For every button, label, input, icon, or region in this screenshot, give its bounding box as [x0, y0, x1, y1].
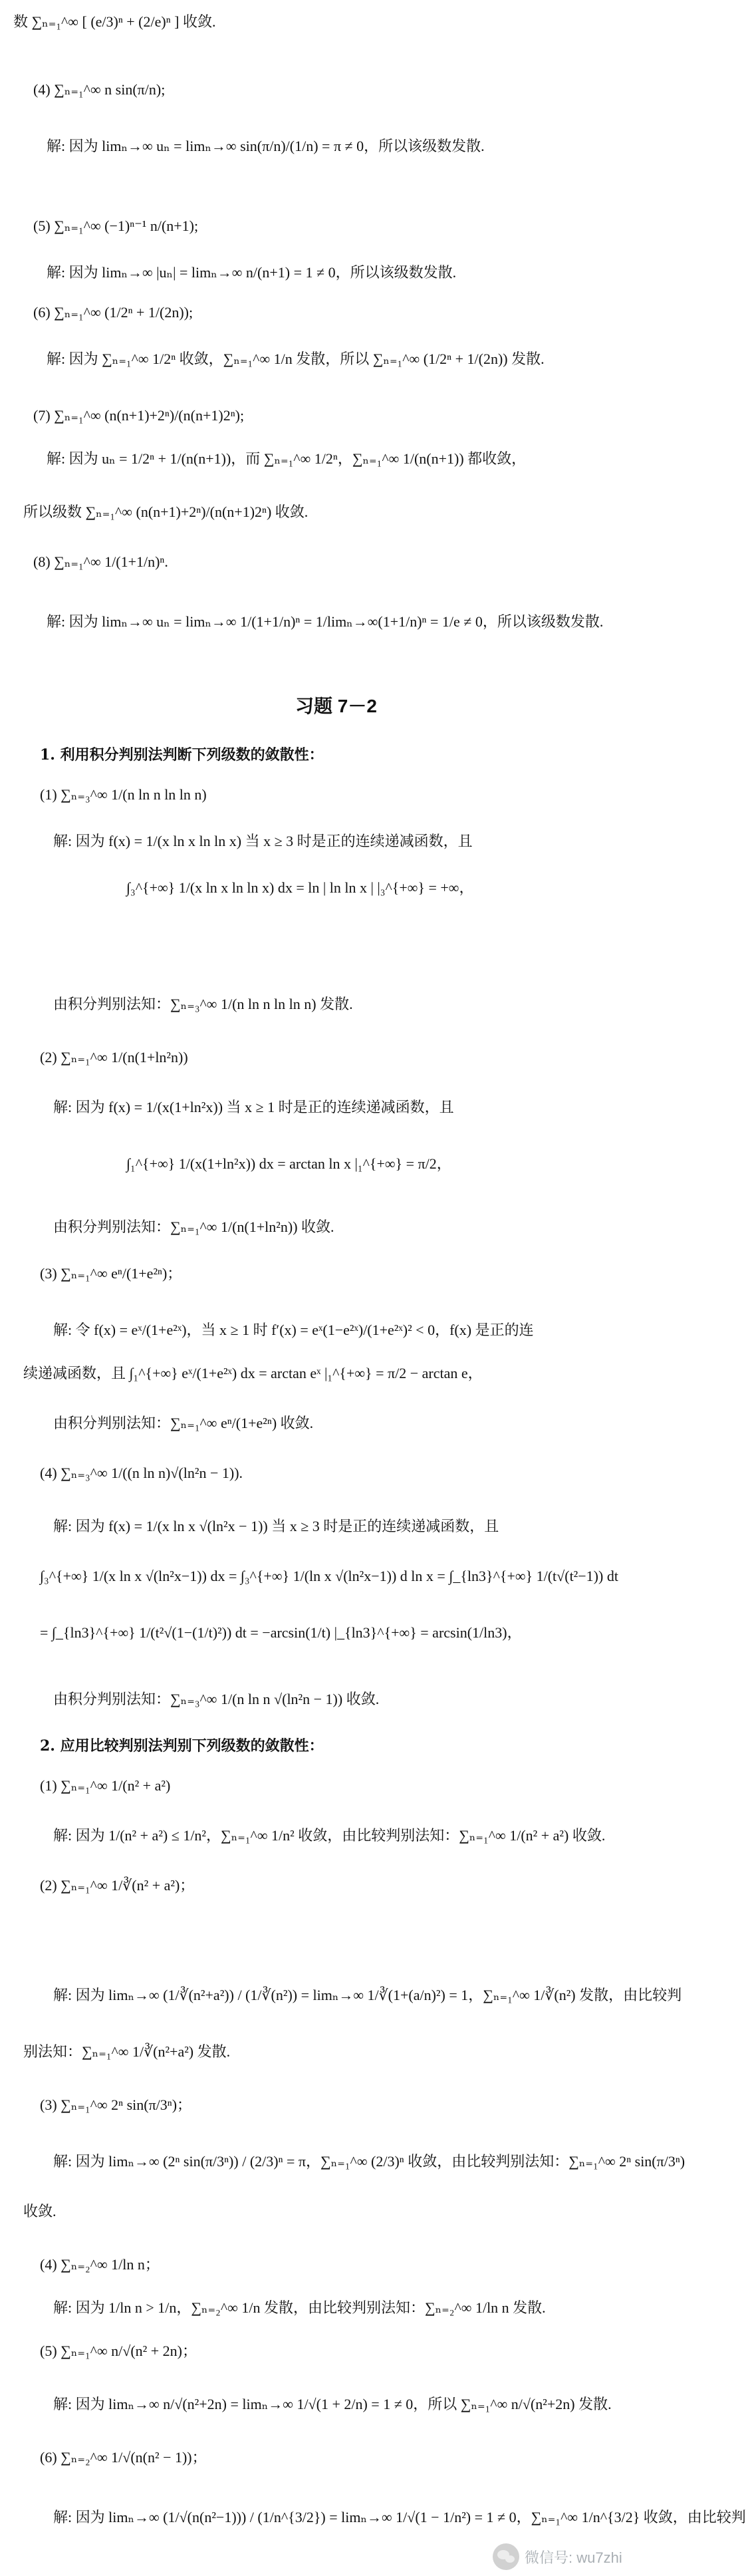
problem-label: (5) ∑ₙ₌₁^∞ n/√(n² + 2n)； — [40, 2343, 197, 2359]
solution-line: = ∫_{ln3}^{+∞} 1/(t²√(1−(1/t)²)) dt = −arcsin(1/t) |_{ln3}^{+∞} = arcsin(1/ln3)， — [40, 1624, 522, 1641]
solution-line: 所以级数 ∑ₙ₌₁^∞ (n(n+1)+2ⁿ)/(n(n+1)2ⁿ) 收敛. — [23, 503, 309, 520]
problem-label: (3) ∑ₙ₌₁^∞ 2ⁿ sin(π/3ⁿ)； — [40, 2096, 192, 2113]
watermark-text: 微信号: wu7zhi — [525, 2549, 622, 2566]
wechat-icon — [493, 2543, 519, 2570]
solution-line: 解: 令 f(x) = eˣ/(1+e²ˣ)，当 x ≥ 1 时 f′(x) = eˣ(1−e²ˣ)/(1+e²ˣ)² < 0，f(x) 是正的连 — [53, 1322, 534, 1338]
solution-line: 续递减函数，且 ∫₁^{+∞} eˣ/(1+e²ˣ) dx = arctan eˣ |₁^{+∞} = π/2 − arctan e， — [23, 1365, 483, 1381]
solution-line: ∫₃^{+∞} 1/(x ln x ln ln x) dx = ln | ln ln x | |₃^{+∞} = +∞， — [126, 879, 474, 896]
solution-line: 解: 因为 1/(n² + a²) ≤ 1/n²，∑ₙ₌₁^∞ 1/n² 收敛，由比较判别法知：∑ₙ₌₁^∞ 1/(n² + a²) 收敛. — [53, 1827, 606, 1844]
wechat-watermark — [493, 2541, 666, 2572]
problem-label: (4) ∑ₙ₌₁^∞ n sin(π/n); — [33, 81, 166, 98]
solution-line: 收敛. — [23, 2203, 57, 2219]
solution-line: 解: 因为 limₙ→∞ uₙ = limₙ→∞ 1/(1+1/n)ⁿ = 1/limₙ→∞(1+1/n)ⁿ = 1/e ≠ 0，所以该级数发散. — [47, 613, 604, 630]
solution-line: 解: 因为 1/ln n > 1/n，∑ₙ₌₂^∞ 1/n 发散，由比较判别法知：∑ₙ₌₂^∞ 1/ln n 发散. — [53, 2299, 546, 2316]
solution-line: 解: 因为 uₙ = 1/2ⁿ + 1/(n(n+1))，而 ∑ₙ₌₁^∞ 1/2ⁿ，∑ₙ₌₁^∞ 1/(n(n+1)) 都收敛， — [47, 450, 527, 467]
solution-line: 由积分判别法知：∑ₙ₌₃^∞ 1/(n ln n √(ln²n − 1)) 收敛. — [53, 1691, 380, 1707]
solution-line: 解: 因为 limₙ→∞ |uₙ| = limₙ→∞ n/(n+1) = 1 ≠ 0，所以该级数发散. — [47, 264, 457, 281]
solution-line: 解: 因为 limₙ→∞ uₙ = limₙ→∞ sin(π/n)/(1/n) = π ≠ 0，所以该级数发散. — [47, 138, 485, 154]
question-heading: 2. 应用比较判别法判别下列级数的敛散性： — [40, 1737, 324, 1755]
solution-line: 解: 因为 limₙ→∞ (2ⁿ sin(π/3ⁿ)) / (2/3)ⁿ = π，∑ₙ₌₁^∞ (2/3)ⁿ 收敛，由比较判别法知：∑ₙ₌₁^∞ 2ⁿ sin(π/3ⁿ) — [53, 2153, 685, 2170]
problem-label: (4) ∑ₙ₌₂^∞ 1/ln n； — [40, 2256, 160, 2273]
question-heading: 1. 利用积分判别法判断下列级数的敛散性： — [40, 746, 324, 764]
problem-label: (7) ∑ₙ₌₁^∞ (n(n+1)+2ⁿ)/(n(n+1)2ⁿ); — [33, 407, 245, 424]
solution-line: 由积分判别法知：∑ₙ₌₃^∞ 1/(n ln n ln ln n) 发散. — [53, 996, 353, 1012]
problem-label: (4) ∑ₙ₌₃^∞ 1/((n ln n)√(ln²n − 1)). — [40, 1465, 243, 1481]
problem-label: (2) ∑ₙ₌₁^∞ 1/∛(n² + a²)； — [40, 1877, 195, 1894]
problem-label: (3) ∑ₙ₌₁^∞ eⁿ/(1+e²ⁿ)； — [40, 1265, 182, 1282]
problem-label: (1) ∑ₙ₌₃^∞ 1/(n ln n ln ln n) — [40, 786, 207, 803]
solution-line: 解: 因为 ∑ₙ₌₁^∞ 1/2ⁿ 收敛，∑ₙ₌₁^∞ 1/n 发散，所以 ∑ₙ₌₁^∞ (1/2ⁿ + 1/(2n)) 发散. — [47, 351, 545, 367]
solution-line: 别法知：∑ₙ₌₁^∞ 1/∛(n²+a²) 发散. — [23, 2043, 231, 2060]
solution-line: ∫₃^{+∞} 1/(x ln x √(ln²x−1)) dx = ∫₃^{+∞} 1/(ln x √(ln²x−1)) d ln x = ∫_{ln3}^{+∞} 1/(t√(t²−1)) dt — [40, 1568, 618, 1584]
problem-label: (8) ∑ₙ₌₁^∞ 1/(1+1/n)ⁿ. — [33, 553, 168, 570]
solution-line: 由积分判别法知：∑ₙ₌₁^∞ eⁿ/(1+e²ⁿ) 收敛. — [53, 1415, 314, 1431]
solution-line: 解: 因为 f(x) = 1/(x ln x ln ln x) 当 x ≥ 3 时是正的连续递减函数，且 — [53, 833, 473, 849]
solution-line: 解: 因为 f(x) = 1/(x(1+ln²x)) 当 x ≥ 1 时是正的连续递减函数，且 — [53, 1099, 454, 1115]
problem-label: (2) ∑ₙ₌₁^∞ 1/(n(1+ln²n)) — [40, 1049, 188, 1066]
solution-line: 解: 因为 limₙ→∞ (1/√(n(n²−1))) / (1/n^{3/2}) = limₙ→∞ 1/√(1 − 1/n²) = 1 ≠ 0，∑ₙ₌₁^∞ 1/n^{3/2} 收敛，由比较判 — [53, 2509, 746, 2525]
problem-label: (6) ∑ₙ₌₂^∞ 1/√(n(n² − 1))； — [40, 2449, 207, 2466]
problem-label: (5) ∑ₙ₌₁^∞ (−1)ⁿ⁻¹ n/(n+1); — [33, 217, 199, 234]
problem-label: (6) ∑ₙ₌₁^∞ (1/2ⁿ + 1/(2n)); — [33, 304, 193, 321]
solution-line: 解: 因为 f(x) = 1/(x ln x √(ln²x − 1)) 当 x ≥ 3 时是正的连续递减函数，且 — [53, 1518, 499, 1534]
top-fragment: 数 ∑ₙ₌₁^∞ [ (e/3)ⁿ + (2/e)ⁿ ] 收敛. — [13, 13, 216, 30]
solution-line: ∫₁^{+∞} 1/(x(1+ln²x)) dx = arctan ln x |₁^{+∞} = π/2， — [126, 1155, 451, 1172]
section-title: 习题 7－2 — [295, 696, 377, 716]
solution-line: 由积分判别法知：∑ₙ₌₁^∞ 1/(n(1+ln²n)) 收敛. — [53, 1218, 334, 1235]
solution-line: 解: 因为 limₙ→∞ (1/∛(n²+a²)) / (1/∛(n²)) = limₙ→∞ 1/∛(1+(a/n)²) = 1，∑ₙ₌₁^∞ 1/∛(n²) 发散，由比较判 — [53, 1987, 682, 2003]
problem-label: (1) ∑ₙ₌₁^∞ 1/(n² + a²) — [40, 1777, 171, 1794]
solution-line: 解: 因为 limₙ→∞ n/√(n²+2n) = limₙ→∞ 1/√(1 + 2/n) = 1 ≠ 0，所以 ∑ₙ₌₁^∞ n/√(n²+2n) 发散. — [53, 2396, 612, 2412]
